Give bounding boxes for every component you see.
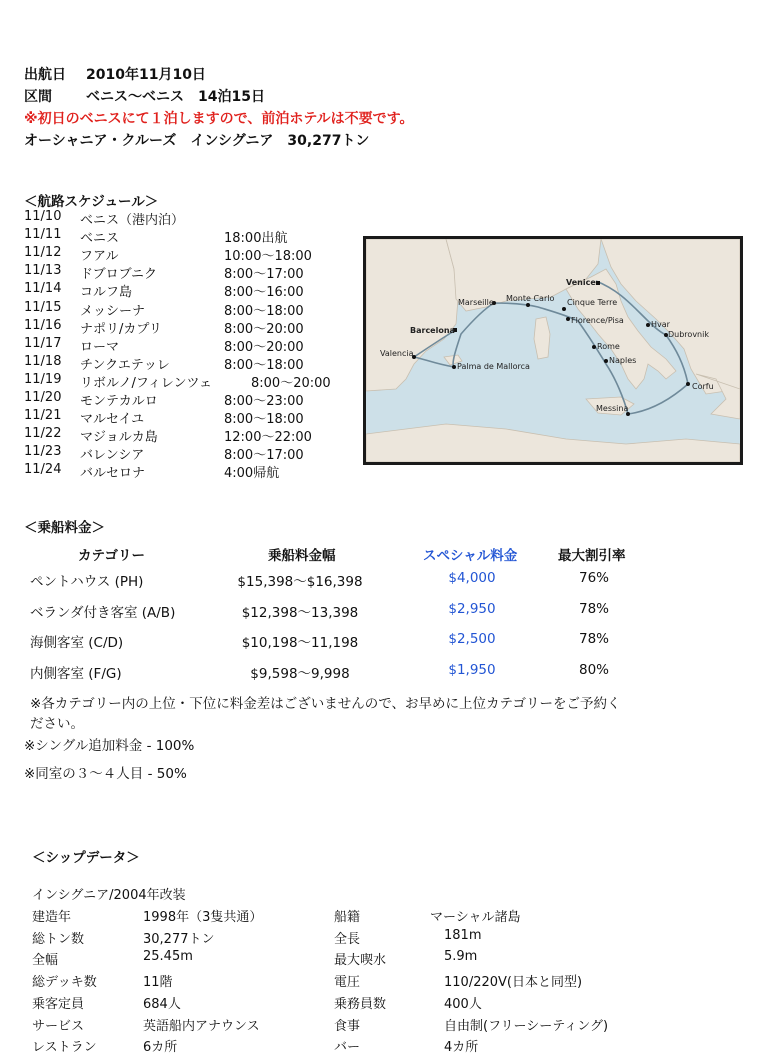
label-corfu: Corfu xyxy=(692,382,714,391)
port-naples xyxy=(604,359,608,363)
schedule-port: バルセロナ xyxy=(80,466,146,482)
fare-discount: 78% xyxy=(578,600,610,617)
route-map-svg xyxy=(366,239,740,462)
ship-value: 181m xyxy=(444,927,482,943)
hotel-notice: ※初日のベニスにて１泊しますので、前泊ホテルは不要です。 xyxy=(24,111,414,127)
fare-range: $12,398〜13,398 xyxy=(241,604,359,621)
fares-note-1b: ださい。 xyxy=(30,716,84,732)
schedule-port: バレンシア xyxy=(80,448,145,464)
ship-label: 乗客定員 xyxy=(32,996,85,1012)
schedule-port: マルセイユ xyxy=(80,412,145,428)
ship-value: 110/220V(日本と同型) xyxy=(444,975,583,991)
port-venice xyxy=(596,281,600,285)
ship-value: 6カ所 xyxy=(143,1040,178,1056)
fare-special: $1,950 xyxy=(448,662,496,679)
ship-value: 684人 xyxy=(143,996,181,1012)
port-montecarlo xyxy=(526,303,530,307)
ship-label: 全長 xyxy=(334,931,361,947)
schedule-date: 11/15 xyxy=(24,299,62,315)
ship-subtitle: インシグニア/2004年改装 xyxy=(32,888,186,903)
ship-label: 最大喫水 xyxy=(334,953,387,969)
schedule-port: モンテカルロ xyxy=(80,394,158,409)
ship-value: 5.9m xyxy=(444,949,478,965)
departure-label: 出航日 xyxy=(24,67,66,83)
label-marseille: Marseille xyxy=(458,298,494,307)
ship-label: 食事 xyxy=(334,1018,361,1034)
schedule-date: 11/11 xyxy=(24,227,62,243)
fare-special: $2,500 xyxy=(448,631,496,648)
ship-label: 電圧 xyxy=(334,975,361,991)
port-cinque xyxy=(562,307,566,311)
fares-note-2: ※シングル追加料金 - 100% xyxy=(24,738,195,754)
schedule-time: 8:00〜18:00 xyxy=(224,412,304,428)
schedule-port: リボルノ/フィレンツェ xyxy=(80,375,212,391)
fare-discount: 80% xyxy=(578,662,610,679)
schedule-date: 11/10 xyxy=(24,209,62,224)
schedule-title: ＜航路スケジュール＞ xyxy=(24,194,159,210)
fare-range: $15,398〜$16,398 xyxy=(237,574,363,590)
schedule-time: 8:00〜16:00 xyxy=(224,285,304,301)
fare-special: $4,000 xyxy=(448,570,496,586)
schedule-date: 11/24 xyxy=(24,462,62,478)
label-rome: Rome xyxy=(597,342,620,351)
label-montecarlo: Monte Carlo xyxy=(506,294,555,303)
schedule-date: 11/16 xyxy=(24,317,62,333)
ship-title: ＜シップデータ＞ xyxy=(32,850,140,866)
schedule-port: ナポリ/カプリ xyxy=(80,321,162,337)
fare-discount: 78% xyxy=(578,631,610,648)
ship-label: レストラン xyxy=(32,1040,97,1056)
schedule-time: 8:00〜18:00 xyxy=(224,357,304,373)
schedule-date: 11/23 xyxy=(24,444,62,460)
schedule-time: 8:00〜17:00 xyxy=(224,448,304,464)
schedule-date: 11/19 xyxy=(24,371,62,387)
schedule-date: 11/18 xyxy=(24,353,62,369)
label-dubrovnik: Dubrovnik xyxy=(668,330,709,339)
schedule-date: 11/14 xyxy=(24,281,62,297)
ship-label: 建造年 xyxy=(32,910,72,925)
label-barcelona: Barcelona xyxy=(410,326,455,335)
label-cinque: Cinque Terre xyxy=(567,298,618,307)
schedule-port: メッシーナ xyxy=(80,303,146,319)
fares-header-special: スペシャル料金 xyxy=(423,548,518,564)
fare-discount: 76% xyxy=(578,570,610,586)
schedule-port: マジョルカ島 xyxy=(80,430,158,446)
schedule-port: ローマ xyxy=(80,339,120,355)
schedule-time: 8:00〜20:00 xyxy=(251,375,331,391)
schedule-time: 12:00〜22:00 xyxy=(224,430,312,446)
schedule-time: 8:00〜18:00 xyxy=(224,303,304,319)
schedule-port: フアル xyxy=(80,249,119,265)
fare-range: $10,198〜11,198 xyxy=(241,635,359,652)
schedule-date: 11/20 xyxy=(24,390,62,405)
port-florence xyxy=(566,317,570,321)
fares-header-discount: 最大割引率 xyxy=(558,548,626,564)
fares-header-category: カテゴリー xyxy=(78,548,145,564)
schedule-date: 11/13 xyxy=(24,263,62,279)
schedule-port: コルフ島 xyxy=(80,285,133,301)
fare-category: ベランダ付き客室 (A/B) xyxy=(30,604,176,621)
label-messina: Messina xyxy=(596,404,629,413)
schedule-time: 8:00〜17:00 xyxy=(224,267,304,283)
fare-category: ペントハウス (PH) xyxy=(30,574,144,590)
schedule-port: ベニス（港内泊） xyxy=(80,213,185,228)
label-naples: Naples xyxy=(609,356,637,365)
port-palma xyxy=(452,365,456,369)
fare-category: 内側客室 (F/G) xyxy=(30,666,122,683)
fare-category: 海側客室 (C/D) xyxy=(30,635,124,652)
schedule-port: ベニス xyxy=(80,231,120,247)
schedule-date: 11/21 xyxy=(24,408,62,424)
port-rome xyxy=(592,345,596,349)
schedule-time: 8:00〜20:00 xyxy=(224,339,304,355)
fares-title: ＜乗船料金＞ xyxy=(24,520,105,536)
ship-value: 自由制(フリーシーティング) xyxy=(444,1018,609,1034)
fares-note-3: ※同室の３〜４人目 - 50% xyxy=(24,766,187,782)
label-valencia: Valencia xyxy=(380,349,414,358)
ship-label: サービス xyxy=(32,1018,85,1034)
fares-header-range: 乗船料金幅 xyxy=(268,548,336,564)
departure-value: 2010年11月10日 xyxy=(86,67,206,83)
ship-label: 総デッキ数 xyxy=(32,975,97,991)
ship-value: 11階 xyxy=(143,975,173,991)
schedule-port: チンクエテッレ xyxy=(80,357,170,373)
ship-value: マーシャル諸島 xyxy=(430,910,521,925)
ship-label: 船籍 xyxy=(334,910,361,925)
schedule-date: 11/12 xyxy=(24,245,62,261)
schedule-time: 10:00〜18:00 xyxy=(224,249,312,265)
ship-value: 英語船内アナウンス xyxy=(143,1018,260,1034)
fare-special: $2,950 xyxy=(448,600,496,617)
label-venice: Venice xyxy=(566,278,596,287)
fares-note-1a: ※各カテゴリー内の上位・下位に料金差はございませんので、お早めに上位カテゴリーをご予約く xyxy=(30,696,621,712)
schedule-port: ドブロブニク xyxy=(80,267,157,283)
ship-label: 総トン数 xyxy=(32,931,85,947)
schedule-time: 8:00〜23:00 xyxy=(224,394,304,409)
ship-value: 25.45m xyxy=(143,949,193,965)
ship-label: 全幅 xyxy=(32,953,59,969)
route-label: 区間 xyxy=(24,89,52,105)
route-value: ベニス〜ベニス 14泊15日 xyxy=(86,89,265,105)
schedule-time: 18:00出航 xyxy=(224,231,288,247)
ship-label: 乗務員数 xyxy=(334,996,387,1012)
port-hvar xyxy=(646,323,650,327)
label-hvar: Hvar xyxy=(651,320,670,329)
label-florence: Florence/Pisa xyxy=(571,316,624,325)
ship-value: 30,277トン xyxy=(143,931,215,947)
land-sardinia xyxy=(534,317,550,359)
route-map xyxy=(363,236,743,465)
schedule-date: 11/22 xyxy=(24,426,62,442)
schedule-time: 4:00帰航 xyxy=(224,466,280,482)
ship-value: 4カ所 xyxy=(444,1040,479,1056)
schedule-date: 11/17 xyxy=(24,335,62,351)
label-palma: Palma de Mallorca xyxy=(457,362,530,371)
fare-range: $9,598〜9,998 xyxy=(250,666,350,683)
cruise-line: オーシャニア・クルーズ インシグニア 30,277トン xyxy=(24,133,370,149)
ship-value: 400人 xyxy=(444,996,482,1012)
ship-label: バー xyxy=(334,1040,361,1056)
port-corfu xyxy=(686,382,690,386)
schedule-time: 8:00〜20:00 xyxy=(224,321,304,337)
ship-value: 1998年（3隻共通） xyxy=(143,910,263,925)
